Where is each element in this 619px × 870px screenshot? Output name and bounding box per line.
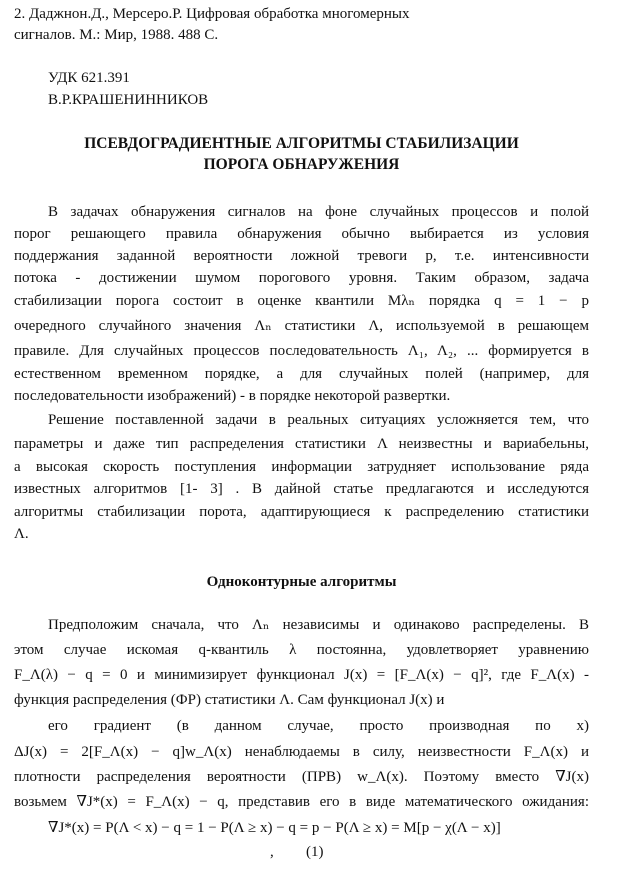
body-line: ΔJ(x) = 2[F_Λ(x) − q]w_Λ(x) ненаблюдаемы в силу, неизвестности F_Λ(x) и xyxy=(14,744,589,760)
body-line: F_Λ(λ) − q = 0 и минимизирует функционал J(x) = [F_Λ(x) − q]², где F_Λ(x) - xyxy=(14,667,589,683)
equation-number: (1) xyxy=(306,844,324,860)
intro-line: естественном временном порядке, а для случайных полей (например, для xyxy=(14,366,589,382)
intro-line: потока - достижении шумом порогового уровня. Таким образом, задача xyxy=(14,270,589,286)
author-name: В.Р.КРАШЕНИННИКОВ xyxy=(48,92,209,108)
section-heading: Одноконтурные алгоритмы xyxy=(206,574,397,590)
intro-line: стабилизации порога состоит в оценке квантили Mλₙ порядка q = 1 − p xyxy=(14,293,589,309)
problem-line: алгоритмы стабилизации порота, адаптирующиеся к распределению статистики xyxy=(14,504,589,520)
intro-line: порог решающего правила обнаружения обычно выбирается из условия xyxy=(14,226,589,242)
intro-line: очередного случайного значения Λₙ статистики Λ, используемой в решающем xyxy=(14,318,589,334)
equation-comma: , xyxy=(270,844,274,860)
equation-1: ∇J*(x) = P(Λ < x) − q = 1 − P(Λ ≥ x) − q = p − P(Λ ≥ x) = M[p − χ(Λ − x)] xyxy=(48,820,501,836)
problem-line: Λ. xyxy=(14,526,29,542)
intro-line: последовательности изображений) - в порядке некоторой развертки. xyxy=(14,388,451,404)
problem-line: параметры и даже тип распределения статистики Λ неизвестны и вариабельны, xyxy=(14,436,589,452)
title-line-1: ПСЕВДОГРАДИЕНТНЫЕ АЛГОРИТМЫ СТАБИЛИЗАЦИИ xyxy=(84,135,519,152)
body-line: его градиент (в данном случае, просто производная по x) xyxy=(48,718,589,734)
body-line: плотности распределения вероятности (ПРВ) w_Λ(x). Поэтому вместо ∇J(x) xyxy=(14,769,589,785)
body-line: Предположим сначала, что Λₙ независимы и одинаково распределены. В xyxy=(48,617,589,633)
reference-line-2: сигналов. М.: Мир, 1988. 488 С. xyxy=(14,27,219,43)
intro-line: В задачах обнаружения сигналов на фоне случайных процессов и полой xyxy=(48,204,589,220)
udc-code: УДК 621.391 xyxy=(48,70,130,86)
title-line-2: ПОРОГА ОБНАРУЖЕНИЯ xyxy=(203,156,400,173)
problem-line: Решение поставленной задачи в реальных ситуациях усложняется тем, что xyxy=(48,412,589,428)
intro-line: правиле. Для случайных процессов последовательность Λ₁, Λ₂, ... формируется в xyxy=(14,343,589,359)
body-line: возьмем ∇J*(x) = F_Λ(x) − q, представив его в виде математического ожидания: xyxy=(14,794,589,810)
intro-line: поддержания заданной вероятности ложной тревоги p, т.е. интенсивности xyxy=(14,248,589,264)
problem-line: а высокая скорость поступления информации затрудняет использование ряда xyxy=(14,459,589,475)
body-line: этом случае искомая q-квантиль λ постоянна, удовлетворяет уравнению xyxy=(14,642,589,658)
problem-line: известных алгоритмов [1- 3] . В дайной статье предлагаются и исследуются xyxy=(14,481,589,497)
reference-line-1: 2. Даджнон.Д., Мерсеро.Р. Цифровая обработка многомерных xyxy=(14,6,410,22)
body-line: функция распределения (ФР) статистики Λ. Сам функционал J(x) и xyxy=(14,692,445,708)
